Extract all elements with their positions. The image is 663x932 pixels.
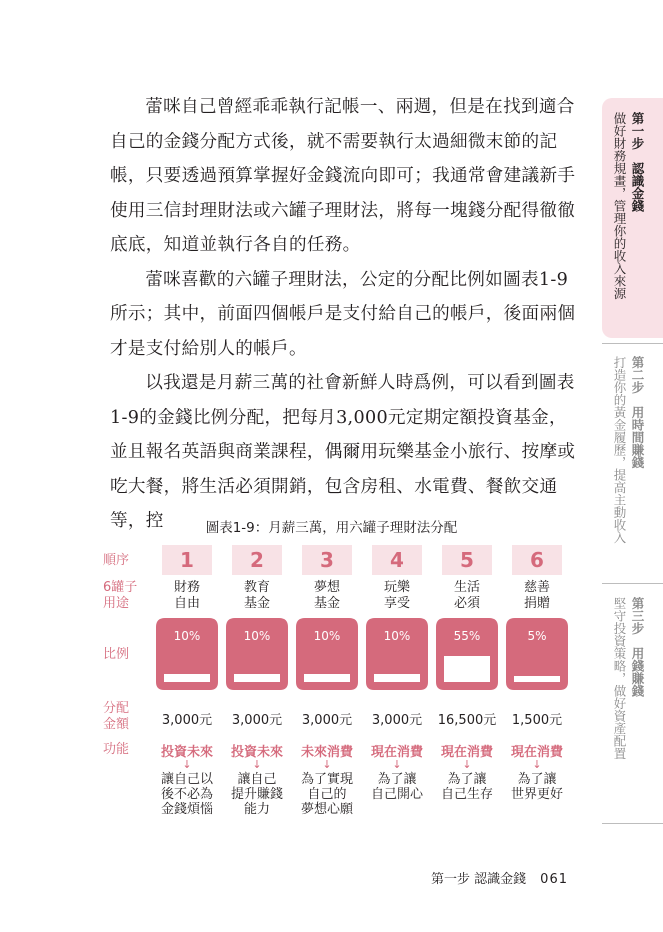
down-arrow-icon: ↓ <box>252 758 262 771</box>
paragraph-1: 蕾咪自己曾經乖乖執行記帳一、兩週，但是在找到適合自己的金錢分配方式後，就不需要執行太過細微末節的記帳，只要透過預算掌握好金錢流向即可；我通常會建議新手使用三信封理財法或六罐子理財法，將每一塊錢分配得徹徹底底，知道並執行各自的任務。 <box>110 97 576 255</box>
body-text <box>110 90 580 539</box>
jar-description-line: 讓自己以 <box>160 772 213 787</box>
jar-use <box>366 580 428 612</box>
jar-use <box>226 580 288 612</box>
side-tab-divider-2 <box>602 583 663 584</box>
jar-description-line: 自己開心 <box>370 787 423 802</box>
side-tab-step3-subtitle: 堅守投資策略，做好資產配置 <box>612 597 627 760</box>
jar-description <box>222 772 292 817</box>
down-arrow-icon: ↓ <box>392 758 402 771</box>
jar <box>506 618 568 690</box>
jar-percent: 5% <box>527 629 547 643</box>
jar-function: 現在消費 <box>510 745 563 760</box>
jar-number: 5 <box>442 545 492 575</box>
jar <box>436 618 498 690</box>
jar-amount: 16,500元 <box>437 713 497 728</box>
jar-number: 2 <box>232 545 282 575</box>
jar-number: 6 <box>512 545 562 575</box>
jar <box>156 618 218 690</box>
jar-use-line2: 捐贈 <box>523 596 550 611</box>
jar-description-line: 為了實現 <box>300 772 353 787</box>
paragraph-2: 蕾咪喜歡的六罐子理財法，公定的分配比例如圖表1-9所示；其中，前面四個帳戶是支付給自己的帳戶，後面兩個才是支付給別人的帳戶。 <box>110 269 576 359</box>
figure-title: 圖表1-9：月薪三萬，用六罐子理財法分配 <box>205 520 458 536</box>
side-tab-step2-subtitle: 打造你的黃金履歷，提高主動收入 <box>612 356 627 544</box>
row-label-amount-line1: 分配 <box>103 701 130 716</box>
jar-description-line: 提升賺錢 <box>230 787 283 802</box>
jar-description-line: 世界更好 <box>510 787 563 802</box>
jar-use-line1: 教育 <box>243 580 270 595</box>
jar-description-line: 自己的 <box>307 787 347 802</box>
jar-percent: 10% <box>243 629 271 643</box>
jar-amount: 3,000元 <box>231 713 283 728</box>
footer-chapter: 第一步 認識金錢 <box>431 872 527 887</box>
jar-amount: 3,000元 <box>371 713 423 728</box>
jar-fill-level <box>444 656 490 682</box>
side-tab-step1-subtitle: 做好財務規畫，管理你的收入來源 <box>612 112 627 300</box>
jar-use-line1: 財務 <box>173 580 200 595</box>
jar-use-line2: 自由 <box>173 596 200 611</box>
down-arrow-icon: ↓ <box>532 758 542 771</box>
jar <box>226 618 288 690</box>
side-tab-divider-3 <box>602 823 663 824</box>
jar-description-line: 讓自己 <box>237 772 277 787</box>
jar <box>366 618 428 690</box>
side-tab-step3-title[interactable]: 第三步 用錢賺錢 <box>630 597 645 697</box>
jar-use-line1: 夢想 <box>313 580 340 595</box>
jar-description <box>362 772 432 802</box>
jar-use-line1: 生活 <box>453 580 480 595</box>
jar-function: 未來消費 <box>300 745 353 760</box>
jar-function: 現在消費 <box>440 745 493 760</box>
jar-use <box>506 580 568 612</box>
jar-number: 1 <box>162 545 212 575</box>
jar-number: 4 <box>372 545 422 575</box>
side-tab-divider-1 <box>602 343 663 344</box>
jar-use-line1: 玩樂 <box>383 580 410 595</box>
row-label-use <box>103 580 153 612</box>
jar-description-line: 為了讓 <box>447 772 487 787</box>
jar-function: 投資未來 <box>160 745 213 760</box>
row-label-ratio-text: 比例 <box>103 647 130 662</box>
jar-function: 現在消費 <box>370 745 423 760</box>
jar-fill-level <box>164 674 210 682</box>
row-label-order <box>103 553 153 569</box>
jar-percent: 55% <box>453 629 481 643</box>
jar-use-line1: 慈善 <box>523 580 550 595</box>
jar-description <box>502 772 572 802</box>
jar-use <box>296 580 358 612</box>
jar-percent: 10% <box>173 629 201 643</box>
side-tab-step1-title: 第一步 認識金錢 <box>630 112 645 212</box>
row-label-function-text: 功能 <box>103 742 130 757</box>
paragraph-3: 以我還是月薪三萬的社會新鮮人時爲例，可以看到圖表1-9的金錢比例分配，把每月3,000元定期定額投資基金，並且報名英語與商業課程，偶爾用玩樂基金小旅行、按摩或吃大餐，將生活必須開銷，包含房租、水電費、餐飮交通等，控 <box>110 373 576 531</box>
jar-use-line2: 基金 <box>313 596 340 611</box>
row-label-function <box>103 742 153 758</box>
jar-use <box>436 580 498 612</box>
jar-description-line: 夢想心願 <box>300 802 353 817</box>
jar-amount: 3,000元 <box>161 713 213 728</box>
jar-amount: 3,000元 <box>301 713 353 728</box>
jar <box>296 618 358 690</box>
jar-use-line2: 基金 <box>243 596 270 611</box>
row-label-amount <box>103 701 153 733</box>
jar-use <box>156 580 218 612</box>
jar-description-line: 為了讓 <box>377 772 417 787</box>
row-label-use-line2: 用途 <box>103 596 130 611</box>
jar-percent: 10% <box>383 629 411 643</box>
down-arrow-icon: ↓ <box>322 758 332 771</box>
jar-description <box>432 772 502 802</box>
jar-fill-level <box>514 676 560 682</box>
jar-use-line2: 必須 <box>453 596 480 611</box>
jar-fill-level <box>374 674 420 682</box>
jar-description-line: 為了讓 <box>517 772 557 787</box>
jar-description-line: 後不必為 <box>160 787 213 802</box>
jar-function: 投資未來 <box>230 745 283 760</box>
jar-description-line: 自己生存 <box>440 787 493 802</box>
down-arrow-icon: ↓ <box>462 758 472 771</box>
page-number: 061 <box>540 872 568 887</box>
side-tab-step2-title[interactable]: 第二步 用時間賺錢 <box>630 356 645 469</box>
jar-description-line: 金錢煩惱 <box>160 802 213 817</box>
down-arrow-icon: ↓ <box>182 758 192 771</box>
jar-description <box>152 772 222 817</box>
row-label-use-line1: 6罐子 <box>103 580 138 595</box>
jar-use-line2: 享受 <box>383 596 410 611</box>
jar-fill-level <box>304 674 350 682</box>
jar-fill-level <box>234 674 280 682</box>
row-label-order-text: 順序 <box>103 553 130 568</box>
row-label-amount-line2: 金額 <box>103 717 130 732</box>
jar-description-line: 能力 <box>243 802 270 817</box>
jar-number: 3 <box>302 545 352 575</box>
row-label-ratio <box>103 647 153 663</box>
page-footer <box>0 868 568 887</box>
jar-amount: 1,500元 <box>511 713 563 728</box>
jar-percent: 10% <box>313 629 341 643</box>
jar-description <box>292 772 362 817</box>
